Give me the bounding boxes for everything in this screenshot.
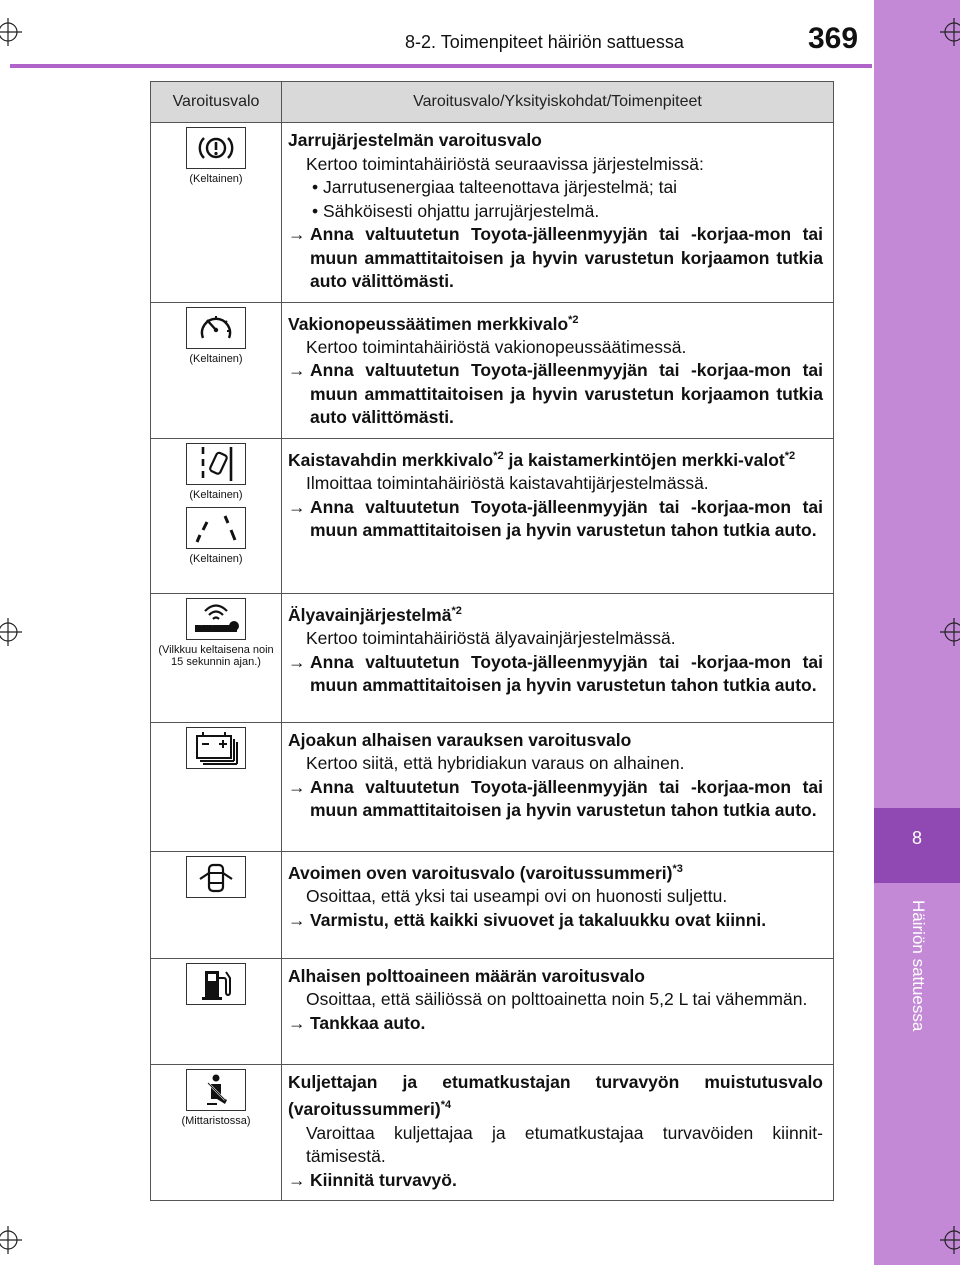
warning-action: → Anna valtuutetun Toyota-jälleenmyyjän tai -korjaa-mon tai muun ammattitaitoisen ja hyvin varustetun tahon tutkia auto. xyxy=(288,496,823,543)
crop-mark-icon xyxy=(0,18,22,46)
arrow-icon: → xyxy=(288,360,306,381)
warning-description: Ilmoittaa toimintahäiriöstä kaistavahtijärjestelmässä. xyxy=(306,473,709,494)
chapter-number: 8 xyxy=(911,828,922,848)
list-item: • Sähköisesti ohjattu jarrujärjestelmä. xyxy=(312,200,600,221)
table-row xyxy=(151,851,834,958)
table-row xyxy=(151,593,834,722)
warning-title: Älyavainjärjestelmä$^{*2}$ xyxy=(288,604,462,625)
smart-key-icon xyxy=(186,598,246,640)
warning-lights-table xyxy=(150,81,834,1201)
table-row xyxy=(151,958,834,1064)
door-open-icon xyxy=(186,856,246,898)
warning-description: Varoittaa kuljettajaa ja etumatkustajaa turvavöiden kiinnit-tämisestä. xyxy=(306,1122,823,1167)
warning-description: Osoittaa, että säiliössä on polttoainetta noin 5,2 L tai vähemmän. xyxy=(306,989,808,1010)
warning-description: Kertoo toimintahäiriöstä seuraavissa järjestelmissä: xyxy=(306,153,704,174)
arrow-icon: → xyxy=(288,776,306,797)
table-row xyxy=(151,1064,834,1200)
warning-title: Jarrujärjestelmän varoitusvalo xyxy=(288,130,542,150)
warning-description: Kertoo toimintahäiriöstä vakionopeussäätimessä. xyxy=(306,336,687,357)
column-header-details: Varoitusvalo/Yksityiskohdat/Toimenpiteet xyxy=(282,82,834,123)
warning-title: Ajoakun alhaisen varauksen varoitusvalo xyxy=(288,729,632,750)
icon-caption: (Keltainen) xyxy=(189,352,243,365)
arrow-icon: → xyxy=(288,1012,306,1033)
table-header-row xyxy=(151,82,834,123)
icon-caption: (Keltainen) xyxy=(189,552,243,565)
warning-action: → Anna valtuutetun Toyota-jälleenmyyjän tai -korjaa-mon tai muun ammattitaitoisen ja hyvin varustetun korjaamon tutkia auto välittömästi. xyxy=(288,359,823,430)
column-header-icon: Varoitusvalo xyxy=(151,82,282,123)
warning-action: → Anna valtuutetun Toyota-jälleenmyyjän tai -korjaa-mon tai muun ammattitaitoisen ja hyvin varustetun tahon tutkia auto. xyxy=(288,776,823,823)
warning-action: → Varmistu, että kaikki sivuovet ja takaluukku ovat kiinni. xyxy=(288,909,823,933)
icon-caption: (Keltainen) xyxy=(189,173,243,185)
crop-mark-icon xyxy=(0,1226,22,1254)
warning-title: Vakionopeussäätimen merkkivalo$^{*2}$ xyxy=(288,313,579,334)
warning-title: Kuljettajan ja etumatkustajan turvavyön muistutusvalo (varoitussummeri)$^{*4}$ xyxy=(288,1071,823,1120)
icon-caption: (Keltainen) xyxy=(189,488,243,501)
arrow-icon: → xyxy=(288,1169,306,1190)
brake-warning-icon xyxy=(186,127,246,169)
crop-mark-icon xyxy=(940,18,960,46)
table-row xyxy=(151,302,834,438)
header-rule xyxy=(10,64,872,68)
arrow-icon: → xyxy=(288,651,306,672)
lane-markings-icon xyxy=(186,507,246,549)
crop-mark-icon xyxy=(940,618,960,646)
arrow-icon: → xyxy=(288,909,306,930)
chapter-title-vertical: Häiriön sattuessa xyxy=(909,900,928,1032)
icon-caption: (Mittaristossa) xyxy=(181,1114,251,1127)
warning-title: Kaistavahdin merkkivalo$^{*2}$ ja kaistamerkintöjen merkki-valot$^{*2}$ xyxy=(288,449,796,470)
crop-mark-icon xyxy=(0,618,22,646)
table-row xyxy=(151,123,834,303)
arrow-icon: → xyxy=(288,496,306,517)
warning-action: → Kiinnitä turvavyö. xyxy=(288,1169,823,1193)
list-item: • Jarrutusenergiaa talteenottava järjestelmä; tai xyxy=(312,177,678,197)
warning-description: Kertoo siitä, että hybridiakun varaus on alhainen. xyxy=(306,753,685,774)
icon-caption: (Vilkkuu keltaisena noin 15 sekunnin ajan.) xyxy=(158,643,274,668)
arrow-icon: → xyxy=(288,224,306,244)
cruise-control-icon xyxy=(186,307,246,349)
section-title: 8-2. Toimenpiteet häiriön sattuessa xyxy=(405,32,684,52)
warning-action: → Tankkaa auto. xyxy=(288,1012,823,1036)
lane-assist-icon xyxy=(186,443,246,485)
seatbelt-icon xyxy=(186,1069,246,1111)
fuel-icon xyxy=(186,963,246,1005)
table-row xyxy=(151,438,834,593)
warning-description: Osoittaa, että yksi tai useampi ovi on huonosti suljettu. xyxy=(306,886,728,907)
page-number: 369 xyxy=(808,22,859,55)
warning-title: Avoimen oven varoitusvalo (varoitussummeri)$^{*3}$ xyxy=(288,862,683,883)
warning-action: → Anna valtuutetun Toyota-jälleenmyyjän tai -korjaa-mon tai muun ammattitaitoisen ja hyvin varustetun tahon tutkia auto. xyxy=(288,651,823,698)
warning-action: → Anna valtuutetun Toyota-jälleenmyyjän tai -korjaa-mon tai muun ammattitaitoisen ja hyvin varustetun korjaamon tutkia auto välittömästi. xyxy=(288,223,823,294)
warning-description: Kertoo toimintahäiriöstä älyavainjärjestelmässä. xyxy=(306,628,676,649)
battery-icon xyxy=(186,727,246,769)
crop-mark-icon xyxy=(940,1226,960,1254)
table-row xyxy=(151,722,834,851)
warning-title: Alhaisen polttoaineen määrän varoitusvalo xyxy=(288,965,645,986)
